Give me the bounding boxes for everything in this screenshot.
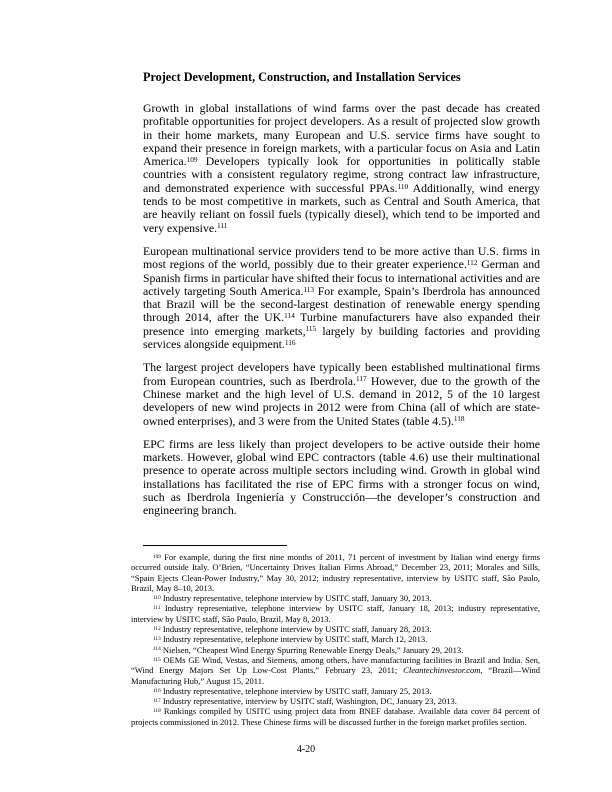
text-segment: German and Spanish firms in particular have shifted their focus to international activities and are actively targeting South America. (143, 257, 540, 298)
superscript-ref: 113 (303, 284, 315, 294)
text-segment: “Brazil—Wind Manufacturing Hub,” August 15, 2011. (131, 665, 540, 686)
body-paragraph-3 (143, 361, 540, 427)
text-segment: Industry representative, interview by USITC staff, Washington, DC, January 23, 2013. (160, 696, 457, 707)
footnote-115 (131, 655, 540, 686)
footnote-separator (143, 545, 287, 546)
footnote-116 (131, 686, 540, 696)
text-segment: European multinational service providers tend to be more active than U.S. firms in most regions of the world, possibly due to their greater experience. (143, 243, 540, 272)
text-segment: Cleantechinvestor.com, (403, 665, 483, 676)
text-segment: Turbine manufacturers have also expanded their presence into emerging markets, (143, 310, 540, 338)
footnote-112 (131, 624, 540, 634)
text-segment: largely by building factories and providing services alongside equipment. (143, 323, 541, 352)
superscript-ref: 111 (153, 605, 161, 612)
footnote-109 (131, 552, 540, 593)
superscript-ref: 114 (284, 311, 295, 321)
footnote-111 (131, 603, 540, 624)
superscript-ref: 112 (466, 257, 478, 267)
superscript-ref: 116 (153, 687, 161, 694)
body-paragraph-1 (143, 102, 540, 235)
superscript-ref: 113 (153, 636, 161, 643)
superscript-ref: 118 (453, 414, 465, 424)
superscript-ref: 115 (153, 656, 161, 663)
superscript-ref: 111 (217, 221, 228, 231)
superscript-ref: 117 (355, 374, 367, 384)
superscript-ref: 114 (153, 646, 161, 653)
footnote-110 (131, 593, 540, 603)
text-segment: For example, Spain’s Iberdrola has announced that Brazil will be the second-largest destination of renewable energy spending through 2014, after the UK. (143, 283, 540, 325)
text-segment: Industry representative, telephone interview by USITC staff, January 30, 2013. (160, 593, 432, 604)
superscript-ref: 110 (153, 594, 161, 601)
text-segment: Nielsen, “Cheapest Wind Energy Spurring Renewable Energy Deals,” January 29, 2013. (160, 644, 464, 655)
text-segment: Industry representative, telephone interview by USITC staff, January 18, 2013; industry representative, interview by USITC staff, São Paulo, Brazil, May 8, 2013. (131, 603, 540, 624)
superscript-ref: 116 (284, 337, 296, 347)
superscript-ref: 115 (305, 324, 317, 334)
superscript-ref: 112 (153, 625, 161, 632)
text-segment: EPC firms are less likely than project developers to be active outside their home markets. However, global wind EPC contractors (table 4.6) use their multinational presence to operate across multiple sectors including wind. Growth in global wind installations has facilitated the rise of EPC firms with a stronger focus on wind, such as Iberdrola Ingeniería y Construcción—the developer’s construction and engineering branch. (143, 436, 540, 518)
text-segment: Industry representative, telephone interview by USITC staff, January 28, 2013. (160, 624, 432, 635)
footnote-117 (131, 696, 540, 706)
footnote-113 (131, 634, 540, 644)
text-segment: Rankings compiled by USITC using project data from BNEF database. Available data cover 84 percent of projects commissioned in 2012. These Chinese firms will be discussed further in the foreign market profiles section. (131, 706, 540, 727)
page-number: 4-20 (296, 744, 316, 755)
text-segment: However, due to the growth of the Chinese market and the high level of U.S. demand in 2012, 5 of the 10 largest developers of new wind projects in 2012 were from China (all of which are state-owned enterprises), and 3 were from the United States (table 4.5). (143, 373, 540, 428)
text-segment: For example, during the first nine months of 2011, 71 percent of investment by Italian wind energy firms occurred outside Italy. O’Brien, “Uncertainty Drives Italian Firms Abroad,” December 23, 2011; Morales and Sills, “Spain Ejects Clean-Power Industry,” May 30, 2012; industry representative, interview by USITC staff, São Paulo, Brazil, May 8–10, 2013. (131, 552, 540, 593)
footnotes-section (131, 545, 540, 727)
body-paragraph-2 (143, 245, 540, 351)
superscript-ref: 109 (153, 553, 161, 560)
text-segment: Industry representative, telephone interview by USITC staff, January 25, 2013. (160, 685, 432, 696)
superscript-ref: 117 (153, 697, 161, 704)
page-content (143, 70, 540, 528)
footnote-114 (131, 645, 540, 655)
text-segment: Industry representative, telephone interview by USITC staff, March 12, 2013. (160, 634, 428, 645)
superscript-ref: 110 (397, 181, 409, 191)
superscript-ref: 109 (186, 154, 198, 164)
footnote-118 (131, 706, 540, 727)
text-segment: OEMs GE Wind, Vestas, and Siemens, among others, have manufacturing facilities in Brazil and India. Sen, “Wind Energy Majors Set Up Low-Cost Plants,” February 23, 2011; (131, 654, 540, 676)
text-segment: Developers typically look for opportunities in politically stable countries with a consistent regulatory regime, strong contract law infrastructure, and demonstrated experience with successful PPAs. (143, 154, 540, 195)
text-segment: The largest project developers have typically been established multinational firms from European countries, such as Iberdrola. (143, 360, 540, 388)
text-segment: Growth in global installations of wind farms over the past decade has created profitable opportunities for project developers. As a result of projected slow growth in their home markets, many European and U.S. service firms have sought to expand their presence in foreign markets, with a particular focus on Asia and Latin America. (143, 101, 540, 169)
section-heading: Project Development, Construction, and Installation Services (143, 70, 461, 84)
text-segment: Additionally, wind energy tends to be most competitive in markets, such as Central and South America, that are heavily reliant on fossil fuels (typically diesel), which tend to be imported and very expensive. (143, 180, 540, 235)
superscript-ref: 118 (153, 708, 161, 715)
body-paragraph-4 (143, 438, 540, 518)
